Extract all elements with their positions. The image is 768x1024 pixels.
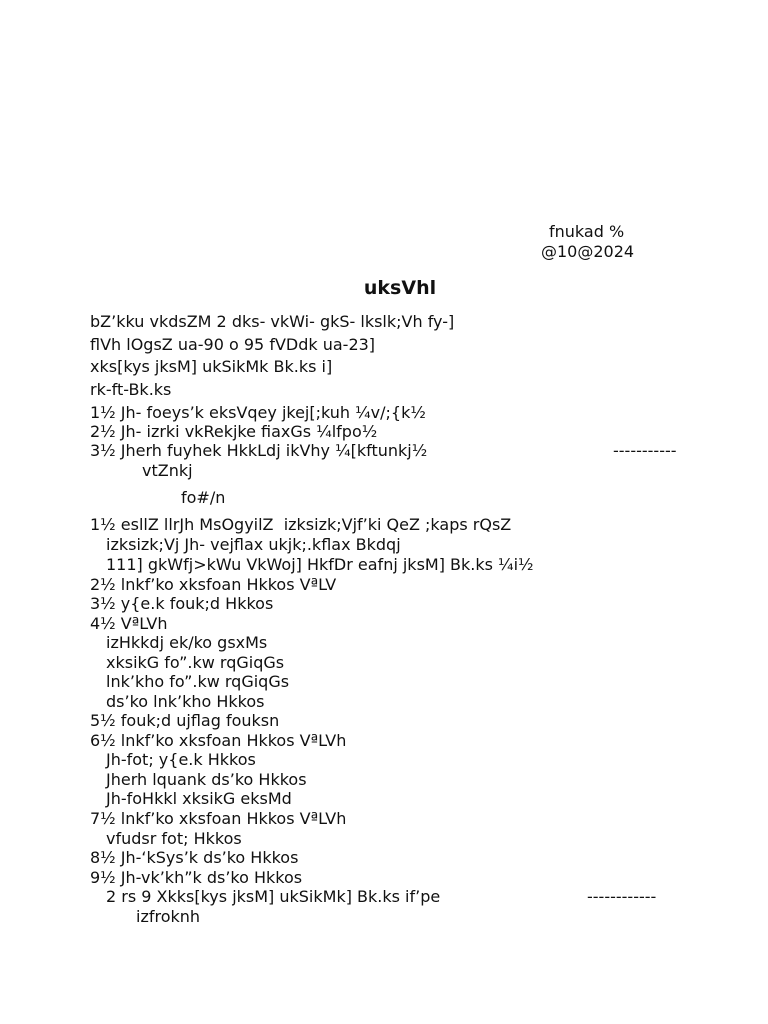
item-line: izksizk;Vj Jh- vejflax ukjk;.kflax Bkdqj (106, 535, 401, 554)
recipients-tail: vtZnkj (142, 461, 193, 480)
item-line: Jh-foHkkl xksikG eksMd (106, 789, 292, 808)
intro-line-2: flVh lOgsZ ua-90 o 95 fVDdk ua-23] (90, 335, 376, 354)
item-line: izfroknh (136, 907, 201, 926)
item-line: 8½ Jh-‘kSys’k ds’ko Hkkos (90, 848, 299, 867)
recipient-2: 2½ Jh- izrki vkRekjke fiaxGs ¼lfpo½ (90, 422, 378, 441)
item-line: lnk’kho fo”.kw rqGiqGs (106, 672, 290, 691)
item-line: 2½ lnkf’ko xksfoan Hkkos VªLV (90, 575, 337, 594)
item-line: xksikG fo”.kw rqGiqGs (106, 653, 285, 672)
document-title: uksVhl (363, 277, 437, 299)
item-line: Jh-fot; y{e.k Hkkos (106, 750, 256, 769)
item-line: 2 rs 9 Xkks[kys jksM] ukSikMk] Bk.ks if’pe (106, 887, 441, 906)
item-line: 3½ y{e.k fouk;d Hkkos (90, 594, 274, 613)
recipient-1: 1½ Jh- foeys’k eksVqey jkej[;kuh ¼v/;{k½ (90, 403, 426, 422)
item-line: 4½ VªLVh (90, 614, 168, 633)
item-line: Jherh lquank ds’ko Hkkos (106, 770, 307, 789)
intro-line-3: xks[kys jksM] ukSikMk Bk.ks i] (90, 357, 333, 376)
intro-line-4: rk-ft-Bk.ks (90, 380, 172, 399)
intro-line-1: bZ’kku vkdsZM 2 dks- vkWi- gkS- lkslk;Vh fy-] (90, 312, 455, 331)
items-dash: ------------ (587, 887, 657, 906)
item-line: 111] gkWfj>kWu VkWoj] HkfDr eafnj jksM] Bk.ks ¼i½ (106, 555, 534, 574)
item-line: izHkkdj ek/ko gsxMs (106, 633, 268, 652)
item-line: 5½ fouk;d ujflag fouksn (90, 711, 280, 730)
item-line: 9½ Jh-vk’kh”k ds’ko Hkkos (90, 868, 303, 887)
date-value: @10@2024 (541, 242, 635, 261)
item-line: 7½ lnkf’ko xksfoan Hkkos VªLVh (90, 809, 347, 828)
subject-label: fo#/n (181, 488, 226, 507)
item-line: vfudsr fot; Hkkos (106, 829, 242, 848)
item-line: ds’ko lnk’kho Hkkos (106, 692, 265, 711)
recipient-3: 3½ Jherh fuyhek HkkLdj ikVhy ¼[kftunkj½ (90, 441, 428, 460)
date-label: fnukad % (549, 222, 625, 241)
recipients-dash: ----------- (613, 441, 677, 460)
item-line: 6½ lnkf’ko xksfoan Hkkos VªLVh (90, 731, 347, 750)
item-line: 1½ esllZ llrJh MsOgyilZ izksizk;Vjf’ki QeZ ;kaps rQsZ (90, 515, 512, 534)
